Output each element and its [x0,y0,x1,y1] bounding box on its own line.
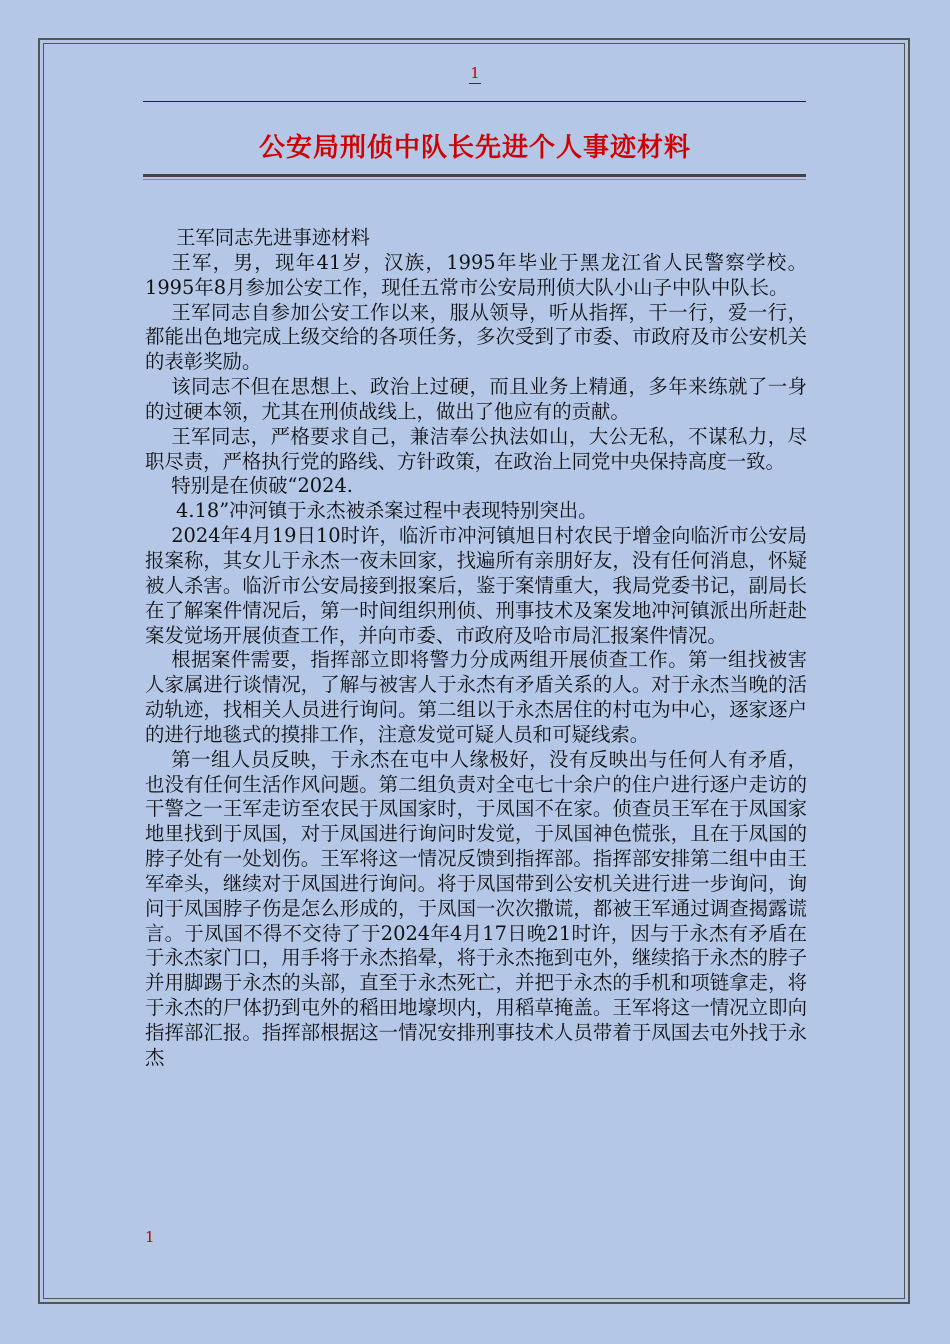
paragraph: 王军同志自参加公安工作以来，服从领导，听从指挥，干一行，爱一行，都能出色地完成上级交给的各项任务，多次受到了市委、市政府及市公安机关的表彰奖励。 [145,300,807,374]
title-divider-thin [143,179,806,180]
paragraph: 特别是在侦破“2024. [171,474,353,498]
paragraph: 4.18”冲河镇于永杰被杀案过程中表现特别突出。 [176,499,598,523]
paragraph: 2024年4月19日10时许，临沂市冲河镇旭日村农民于增金向临沂市公安局报案称，其女儿于永杰一夜未回家，找遍所有亲朋好友，没有任何消息，怀疑被人杀害。临沂市公安局接到报案后，鉴于案情重大，我局党委书记，副局长在了解案件情况后，第一时间组织刑侦、刑事技术及案发地冲河镇派出所赶赴案发觉场开展侦查工作，并向市委、市政府及哈市局汇报案件情况。 [145,524,807,647]
footer-page-number: 1 [145,1228,155,1246]
header-page-number-text: 1 [470,64,480,82]
header-page-number [0,64,950,84]
paragraph: 第一组人员反映，于永杰在屯中人缘极好，没有反映出与任何人有矛盾，也没有任何生活作风问题。第二组负责对全屯七十余户的住户进行逐户走访的干警之一王军走访至农民于凤国家时，于凤国不在家。侦查员王军在于凤国家地里找到于凤国，对于凤国进行询问时发觉，于凤国神色慌张，且在于凤国的脖子处有一处划伤。王军将这一情况反馈到指挥部。指挥部安排第二组中由王军牵头，继续对于凤国进行询问。将于凤国带到公安机关进行进一步询问，询问于凤国脖子伤是怎么形成的，于凤国一次次撒谎，都被王军通过调查揭露谎言。于凤国不得不交待了于2024年4月17日晚21时许，因与于永杰有矛盾在于永杰家门口，用手将于永杰掐晕，将于永杰拖到屯外，继续掐于永杰的脖子并用脚踢于永杰的头部，直至于永杰死亡，并把于永杰的手机和项链拿走，将于永杰的尸体扔到屯外的稻田地壕坝内，用稻草掩盖。王军将这一情况立即向指挥部汇报。指挥部根据这一情况安排刑事技术人员带着于凤国去屯外找于永杰 [145,747,807,1069]
paragraph: 根据案件需要，指挥部立即将警力分成两组开展侦查工作。第一组找被害人家属进行谈情况，了解与被害人于永杰有矛盾关系的人。对于永杰当晚的活动轨迹，找相关人员进行询问。第二组以于永杰居住的村屯为中心，逐家逐户的进行地毯式的摸排工作，注意发觉可疑人员和可疑线索。 [145,648,807,746]
section-heading: 王军同志先进事迹材料 [176,226,370,249]
header-divider [143,101,806,102]
document-body [145,226,807,1071]
paragraph: 王军同志，严格要求自己，兼洁奉公执法如山，大公无私，不谋私力，尽职尽责，严格执行党的路线、方针政策，在政治上同党中央保持高度一致。 [145,424,807,473]
paragraph: 王军，男，现年41岁，汉族，1995年毕业于黑龙江省人民警察学校。1995年8月参加公安工作，现任五常市公安局刑侦大队小山子中队中队长。 [145,250,807,299]
title-divider [143,174,806,177]
document-title: 公安局刑侦中队长先进个人事迹材料 [258,133,691,163]
paragraph: 该同志不但在思想上、政治上过硬，而且业务上精通，多年来练就了一身的过硬本领，尤其在刑侦战线上，做出了他应有的贡献。 [145,375,807,423]
